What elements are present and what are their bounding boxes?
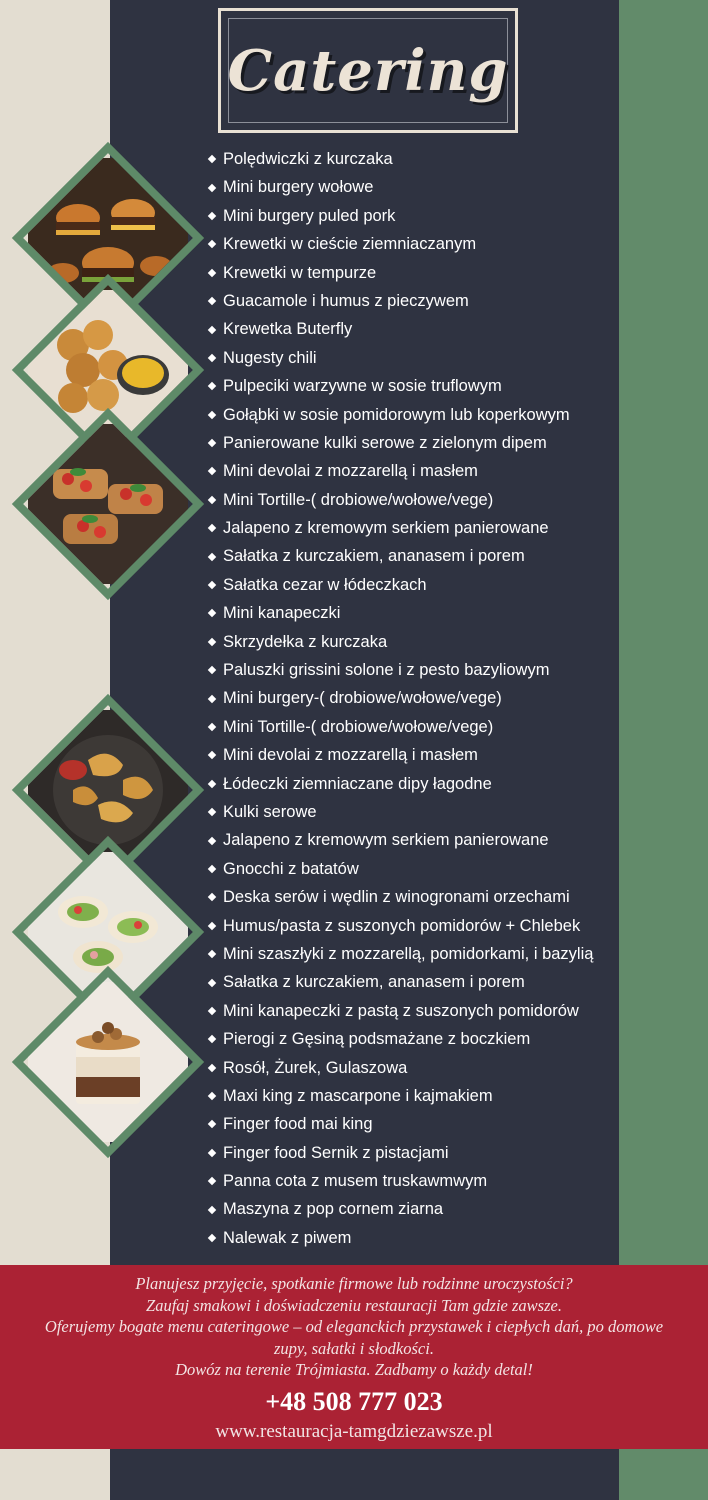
menu-item xyxy=(206,230,616,258)
menu-item xyxy=(206,1082,616,1110)
menu-item xyxy=(206,344,616,372)
diamond-bullet-icon xyxy=(208,1063,216,1071)
menu-item-label: Finger food Sernik z pistacjami xyxy=(223,1143,449,1162)
menu-item xyxy=(206,684,616,712)
menu-item-label: Krewetki w cieście ziemniaczanym xyxy=(223,235,477,254)
menu-item xyxy=(206,713,616,741)
menu-item-label: Panna cota z musem truskawmwym xyxy=(223,1172,488,1191)
menu-item xyxy=(206,997,616,1025)
menu-item-label: Mini kanapeczki xyxy=(223,604,341,623)
phone-number[interactable]: +48 508 777 023 xyxy=(265,1386,443,1416)
menu-item xyxy=(206,1195,616,1223)
menu-item xyxy=(206,826,616,854)
diamond-bullet-icon xyxy=(208,524,216,532)
diamond-bullet-icon xyxy=(208,240,216,248)
menu-item xyxy=(206,656,616,684)
diamond-bullet-icon xyxy=(208,496,216,504)
menu-item-label: Maxi king z mascarpone i kajmakiem xyxy=(223,1086,493,1105)
menu-item-label: Nugesty chili xyxy=(223,348,317,367)
menu-item xyxy=(206,145,616,173)
menu-item-label: Deska serów i wędlin z winogronami orzechami xyxy=(223,888,570,907)
diamond-bullet-icon xyxy=(208,552,216,560)
menu-item xyxy=(206,202,616,230)
menu-item-label: Mini devolai z mozzarellą i masłem xyxy=(223,746,478,765)
menu-item xyxy=(206,1054,616,1082)
diamond-bullet-icon xyxy=(208,865,216,873)
menu-item-label: Nalewak z piwem xyxy=(223,1228,352,1247)
menu-item xyxy=(206,855,616,883)
diamond-bullet-icon xyxy=(208,1035,216,1043)
menu-item xyxy=(206,628,616,656)
diamond-bullet-icon xyxy=(208,694,216,702)
menu-item-label: Paluszki grissini solone i z pesto bazyliowym xyxy=(223,661,550,680)
banner-description xyxy=(10,1273,698,1381)
menu-item-label: Mini burgery puled pork xyxy=(223,206,396,225)
menu-item xyxy=(206,1110,616,1138)
menu-item-label: Kulki serowe xyxy=(223,802,317,821)
menu-item-label: Mini kanapeczki z pastą z suszonych pomidorów xyxy=(223,1001,579,1020)
menu-item xyxy=(206,315,616,343)
menu-item xyxy=(206,514,616,542)
menu-item xyxy=(206,770,616,798)
menu-item-label: Rosół, Żurek, Gulaszowa xyxy=(223,1058,408,1077)
diamond-bullet-icon xyxy=(208,382,216,390)
menu-item xyxy=(206,940,616,968)
menu-item-label: Pierogi z Gęsiną podsmażane z boczkiem xyxy=(223,1030,531,1049)
diamond-bullet-icon xyxy=(208,467,216,475)
diamond-bullet-icon xyxy=(208,1149,216,1157)
menu-item xyxy=(206,486,616,514)
menu-item xyxy=(206,741,616,769)
diamond-bullet-icon xyxy=(208,808,216,816)
diamond-bullet-icon xyxy=(208,297,216,305)
menu-list xyxy=(206,145,616,1252)
menu-item-label: Guacamole i humus z pieczywem xyxy=(223,291,469,310)
menu-item-label: Krewetki w tempurze xyxy=(223,263,377,282)
menu-item xyxy=(206,429,616,457)
diamond-bullet-icon xyxy=(208,836,216,844)
menu-item-label: Mini Tortille-( drobiowe/wołowe/vege) xyxy=(223,490,494,509)
diamond-bullet-icon xyxy=(208,410,216,418)
menu-item-label: Sałatka z kurczakiem, ananasem i porem xyxy=(223,547,525,566)
diamond-bullet-icon xyxy=(208,1007,216,1015)
diamond-bullet-icon xyxy=(208,1092,216,1100)
menu-item xyxy=(206,173,616,201)
menu-item xyxy=(206,372,616,400)
menu-item xyxy=(206,1025,616,1053)
menu-item-label: Łódeczki ziemniaczane dipy łagodne xyxy=(223,774,492,793)
menu-item-label: Mini Tortille-( drobiowe/wołowe/vege) xyxy=(223,717,494,736)
title-frame xyxy=(218,8,518,133)
menu-item xyxy=(206,571,616,599)
diamond-bullet-icon xyxy=(208,950,216,958)
menu-item-label: Gnocchi z batatów xyxy=(223,859,359,878)
menu-item xyxy=(206,1224,616,1252)
website-link[interactable]: www.restauracja-tamgdziezawsze.pl xyxy=(215,1420,493,1442)
menu-item xyxy=(206,259,616,287)
menu-item xyxy=(206,542,616,570)
menu-item xyxy=(206,912,616,940)
menu-item-label: Mini burgery-( drobiowe/wołowe/vege) xyxy=(223,689,502,708)
menu-item-label: Mini devolai z mozzarellą i masłem xyxy=(223,462,478,481)
menu-item-label: Maszyna z pop cornem ziarna xyxy=(223,1200,444,1219)
menu-item-label: Gołąbki w sosie pomidorowym lub koperkowym xyxy=(223,405,570,424)
menu-item-label: Krewetka Buterfly xyxy=(223,320,353,339)
diamond-bullet-icon xyxy=(208,978,216,986)
menu-item xyxy=(206,968,616,996)
diamond-bullet-icon xyxy=(208,1177,216,1185)
diamond-bullet-icon xyxy=(208,1205,216,1213)
menu-item-label: Polędwiczki z kurczaka xyxy=(223,150,393,168)
menu-item xyxy=(206,883,616,911)
diamond-bullet-icon xyxy=(208,155,216,163)
menu-item-label: Jalapeno z kremowym serkiem panierowane xyxy=(223,831,549,850)
menu-item xyxy=(206,1167,616,1195)
menu-item xyxy=(206,287,616,315)
menu-item-label: Pulpeciki warzywne w sosie truflowym xyxy=(223,377,502,396)
diamond-bullet-icon xyxy=(208,638,216,646)
info-banner xyxy=(0,1265,708,1449)
diamond-bullet-icon xyxy=(208,893,216,901)
diamond-bullet-icon xyxy=(208,723,216,731)
page-title: Catering xyxy=(227,37,509,104)
banner-line: Zaufaj smakowi i doświadczeniu restauracji Tam gdzie zawsze. xyxy=(146,1295,562,1315)
diamond-bullet-icon xyxy=(208,581,216,589)
menu-item xyxy=(206,798,616,826)
banner-line: Planujesz przyjęcie, spotkanie firmowe lub rodzinne uroczystości? xyxy=(135,1274,573,1293)
menu-item-label: Sałatka cezar w łódeczkach xyxy=(223,575,427,594)
diamond-bullet-icon xyxy=(208,666,216,674)
menu-item-label: Mini szaszłyki z mozzarellą, pomidorkami, i bazylią xyxy=(223,944,594,963)
menu-item xyxy=(206,401,616,429)
menu-item xyxy=(206,599,616,627)
diamond-bullet-icon xyxy=(208,780,216,788)
diamond-bullet-icon xyxy=(208,439,216,447)
diamond-bullet-icon xyxy=(208,183,216,191)
menu-item-label: Panierowane kulki serowe z zielonym dipem xyxy=(223,433,547,452)
menu-item-label: Finger food mai king xyxy=(223,1115,373,1134)
menu-item-label: Mini burgery wołowe xyxy=(223,178,374,197)
menu-item xyxy=(206,1139,616,1167)
menu-item xyxy=(206,457,616,485)
banner-line: Oferujemy bogate menu cateringowe – od eleganckich przystawek i ciepłych dań, po domowe xyxy=(44,1317,664,1336)
diamond-bullet-icon xyxy=(208,212,216,220)
banner-line: zupy, sałatki i słodkości. xyxy=(274,1338,434,1358)
diamond-bullet-icon xyxy=(208,921,216,929)
diamond-bullet-icon xyxy=(208,751,216,759)
menu-item-label: Sałatka z kurczakiem, ananasem i porem xyxy=(223,973,525,992)
menu-item-label: Humus/pasta z suszonych pomidorów + Chlebek xyxy=(223,916,581,935)
diamond-bullet-icon xyxy=(208,354,216,362)
diamond-bullet-icon xyxy=(208,609,216,617)
diamond-bullet-icon xyxy=(208,269,216,277)
banner-line: Dowóz na terenie Trójmiasta. Zadbamy o każdy detal! xyxy=(175,1360,533,1379)
diamond-bullet-icon xyxy=(208,1120,216,1128)
menu-item-label: Skrzydełka z kurczaka xyxy=(223,632,388,651)
diamond-bullet-icon xyxy=(208,1234,216,1242)
menu-item-label: Jalapeno z kremowym serkiem panierowane xyxy=(223,519,549,538)
diamond-bullet-icon xyxy=(208,325,216,333)
